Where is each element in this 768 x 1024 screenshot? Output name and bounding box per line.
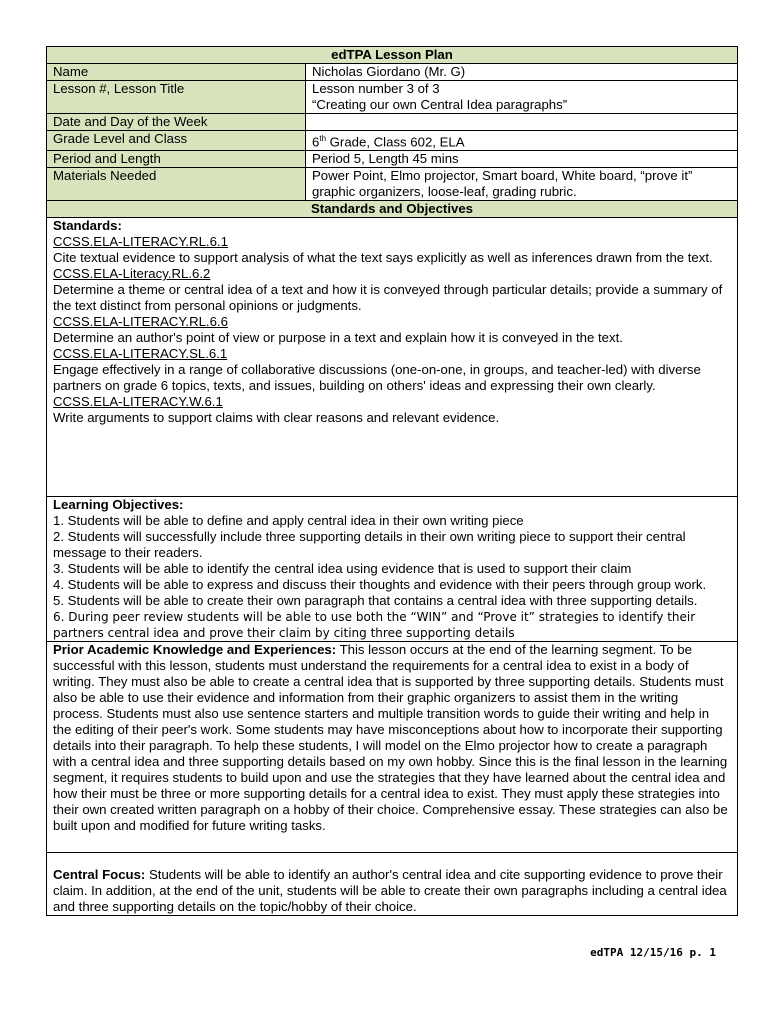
standard-code: CCSS.ELA-LITERACY.W.6.1 bbox=[53, 394, 223, 410]
standard-code: CCSS.ELA-LITERACY.SL.6.1 bbox=[53, 346, 228, 362]
standard-text: Write arguments to support claims with clear reasons and relevant evidence. bbox=[53, 410, 500, 426]
grade-rest: Grade, Class 602, ELA bbox=[326, 134, 465, 150]
central-focus-text: Students will be able to identify an author's central idea and cite supporting evidence to prove their claim. In addition, at the end of the unit, students will be able to create their own paragraphs including a central idea and three supporting details on the topic/hobby of their choice. bbox=[53, 867, 727, 915]
page-footer: edTPA 12/15/16 p. 1 bbox=[590, 946, 716, 959]
period-value: Period 5, Length 45 mins bbox=[306, 151, 738, 168]
objectives-cell bbox=[47, 497, 738, 642]
lesson-label: Lesson #, Lesson Title bbox=[47, 81, 306, 114]
lesson-value bbox=[306, 81, 738, 114]
standards-cell bbox=[47, 218, 738, 497]
prior-knowledge-cell bbox=[47, 642, 738, 853]
standards-header-row bbox=[47, 201, 738, 218]
prior-knowledge-text: This lesson occurs at the end of the learning segment. To be successful with this lesson, students must understand the requirements for a central idea to exist in a body of writing. They must also be able to create a central idea that is supported by three supporting details. Students must also be able to use their evidence and information from their graphic organizers to assist them in the writing process. Students must also use sentence starters and multiple transition words to guide their writing and help in the editing of their peer's work. Some students may have misconceptions about how to incorporate their supporting details into their paragraph. To help these students, I will model on the Elmo projector how to create a paragraph with a central idea and three supporting details based on my own hobby. Since this is the final lesson in the learning segment, it requires students to build upon and use the strategies that they have learned about the central idea and how their must be three or more supporting details for a central idea to exist. They must apply these strategies into their own created written paragraph on a hobby of their choice. Comprehensive essay. These strategies can also be built upon and modified for future writing tasks. bbox=[53, 642, 728, 834]
materials-value: Power Point, Elmo projector, Smart board, White board, “prove it” graphic organizers, loose-leaf, grading rubric. bbox=[306, 168, 738, 201]
objective-item: 1. Students will be able to define and apply central idea in their own writing piece bbox=[53, 513, 524, 529]
lesson-title: “Creating our own Central Idea paragraphs” bbox=[312, 97, 568, 112]
objective-item: 5. Students will be able to create their own paragraph that contains a central idea with three supporting details. bbox=[53, 593, 698, 609]
central-focus-cell bbox=[47, 853, 738, 916]
materials-label: Materials Needed bbox=[47, 168, 306, 201]
date-label: Date and Day of the Week bbox=[47, 114, 306, 131]
prior-knowledge-heading: Prior Academic Knowledge and Experiences: bbox=[53, 642, 337, 658]
objective-item: 6. During peer review students will be able to use both the “WIN” and “Prove it” strategies to identify their partners central idea and prove their claim by citing three supporting details bbox=[53, 610, 696, 641]
objectives-row bbox=[47, 497, 738, 642]
title-row bbox=[47, 47, 738, 64]
info-row-period bbox=[47, 151, 738, 168]
name-value: Nicholas Giordano (Mr. G) bbox=[306, 64, 738, 81]
standard-code: CCSS.ELA-Literacy.RL.6.2 bbox=[53, 266, 211, 282]
grade-value bbox=[306, 131, 738, 151]
objective-item: 4. Students will be able to express and discuss their thoughts and evidence with their peers through group work. bbox=[53, 577, 707, 593]
info-row-grade bbox=[47, 131, 738, 151]
info-row-name bbox=[47, 64, 738, 81]
central-focus-row bbox=[47, 853, 738, 916]
standard-text: Cite textual evidence to support analysis of what the text says explicitly as well as inferences drawn from the text. bbox=[53, 250, 713, 266]
lesson-plan-table bbox=[46, 46, 738, 916]
standard-text: Determine an author's point of view or purpose in a text and explain how it is conveyed in the text. bbox=[53, 330, 623, 346]
date-value bbox=[306, 114, 738, 131]
standards-row bbox=[47, 218, 738, 497]
standard-code: CCSS.ELA-LITERACY.RL.6.1 bbox=[53, 234, 228, 250]
info-row-date bbox=[47, 114, 738, 131]
central-focus-heading: Central Focus: bbox=[53, 867, 146, 883]
info-row-lesson bbox=[47, 81, 738, 114]
standard-text: Engage effectively in a range of collaborative discussions (one-on-one, in groups, and teacher-led) with diverse partners on grade 6 topics, texts, and issues, building on others' ideas and expressing their own clearly. bbox=[53, 362, 701, 394]
grade-number: 6 bbox=[312, 134, 320, 150]
standard-text: Determine a theme or central idea of a text and how it is conveyed through particular details; provide a summary of the text distinct from personal opinions or judgments. bbox=[53, 282, 723, 314]
name-label: Name bbox=[47, 64, 306, 81]
objectives-heading: Learning Objectives: bbox=[53, 497, 184, 513]
objective-item: 3. Students will be able to identify the central idea using evidence that is used to support their claim bbox=[53, 561, 632, 577]
grade-suffix: th bbox=[319, 134, 327, 143]
prior-knowledge-row bbox=[47, 642, 738, 853]
standard-code: CCSS.ELA-LITERACY.RL.6.6 bbox=[53, 314, 228, 330]
standards-objectives-header: Standards and Objectives bbox=[47, 201, 738, 218]
standards-heading: Standards: bbox=[53, 218, 122, 234]
lesson-number: Lesson number 3 of 3 bbox=[312, 81, 440, 96]
info-row-materials bbox=[47, 168, 738, 201]
period-label: Period and Length bbox=[47, 151, 306, 168]
grade-label: Grade Level and Class bbox=[47, 131, 306, 151]
objective-item: 2. Students will successfully include three supporting details in their own writing piece to support their central message to their readers. bbox=[53, 529, 686, 561]
lesson-plan-title: edTPA Lesson Plan bbox=[47, 47, 738, 64]
